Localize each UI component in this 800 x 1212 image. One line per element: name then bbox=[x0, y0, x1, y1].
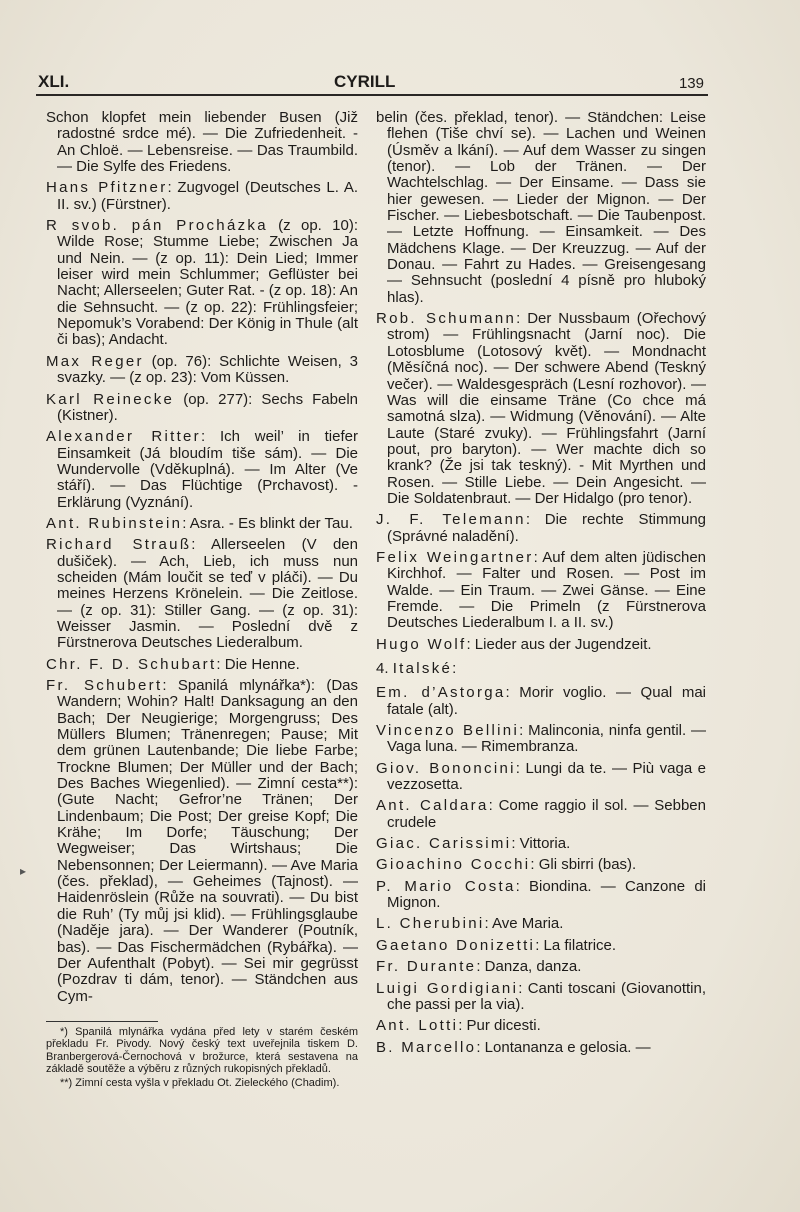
margin-mark-icon: ▸ bbox=[20, 864, 27, 878]
section-heading: 4. Italské: bbox=[376, 660, 459, 677]
footnote-divider bbox=[46, 1021, 158, 1022]
list-item: J. F. Telemann: Die rechte Stimmung (Správné naladění). bbox=[376, 511, 706, 545]
list-item: Hugo Wolf: Lieder aus der Jugendzeit. bbox=[376, 635, 652, 653]
list-item: Giac. Carissimi: Vittoria. bbox=[376, 835, 571, 853]
list-item: Vincenzo Bellini: Malinconia, ninfa gentil. — Vaga luna. — Rimembranza. bbox=[376, 722, 706, 756]
list-item: Ant. Rubinstein: Asra. - Es blinkt der Tau. bbox=[46, 514, 353, 532]
list-item: R svob. pán Procházka (z op. 10): Wilde Rose; Stumme Liebe; Zwischen Ja und Nein. — (z op. 11): Dein Lied; Immer leiser wird mein Schlummer; Geflüster bei Nacht; Allerseelen; Guter Rat. - (z op. 18): An die Sehnsucht. — (z op. 22): Frühlingsfeier; Nepomuk’s Vorabend: Der König in Thule (alt či bas); Andacht. bbox=[46, 217, 358, 349]
list-item: Felix Weingartner: Auf dem alten jüdischen Kirchhof. — Falter und Rosen. — Post im Walde. — Ein Traum. — Zwei Gänse. — Eine Fremde. — Die Primeln (z Fürstnerova Deutsches Liederalbum I. a II. sv.) bbox=[376, 548, 706, 632]
footnotes bbox=[46, 1026, 358, 1090]
list-item: L. Cherubini: Ave Maria. bbox=[376, 915, 564, 933]
list-item: P. Mario Costa: Biondina. — Canzone di Mignon. bbox=[376, 877, 706, 912]
list-item: Karl Reinecke (op. 277): Sechs Fabeln (Kistner). bbox=[46, 390, 358, 424]
list-item: belin (čes. překlad, tenor). — Ständchen: Leise flehen (Tiše chví se). — Lachen und Weinen (Úsměv a lkání). — Auf dem Wasser zu singen (tenor). — Lob der Tränen. — Der Wachtelschlag. — Der Einsame. — Dass sie hier gewesen. — Lieder der Mignon. — Der Fischer. — Liebesbotschaft. — Die Taubenpost. — Letzte Hoffnung. — Einsamkeit. — Des Mädchens Klage. — Der Kreuzzug. — Auf der Donau. — Fahrt zu Hades. — Greisengesang — Sehnsucht (poslední 4 písně pro hluboký hlas). bbox=[376, 109, 706, 306]
list-item: Alexander Ritter: Ich weil’ in tiefer Einsamkeit (Já bloudím tiše sám). — Die Wundervolle (Vděkuplná). — Im Alter (Ve stáří). — Das Flüchtige (Prchavost). - Erklärung (Vyznání). bbox=[46, 428, 358, 511]
list-item: Rob. Schumann: Der Nussbaum (Ořechový strom) — Frühlingsnacht (Jarní noc). Die Lotosblume (Lotosový květ). — Mondnacht (Měsíčná noc). — Der schwere Abend (Teskný večer). — Waldesgespräch (Lesní rozhovor). — Was will die einsame Träne (Co chce má samotná slza). — Widmung (Věnování). — Alte Laute (Staré zvuky). — Frühlingsfahrt (Jarní pout, pro baryton). — Wer machte dich so krank? (Že jsi tak teskný). - Mit Myrthen und Rosen. — Stille Liebe. — Dein Angesicht. — Die Soldatenbraut. — Der Hidalgo (pro tenor). bbox=[376, 310, 706, 507]
list-item: Ant. Caldara: Come raggio il sol. — Sebben crudele bbox=[376, 797, 706, 831]
page-number: 139 bbox=[678, 75, 704, 92]
right-column bbox=[376, 110, 706, 1061]
footnote: *) Spanilá mlynářka vydána před lety v starém českém překladu Fr. Pivody. Nový český text uveřejnila tiskem D. Branbergerová-Černochová v brožurce, která sestavena na základě soutěže a výběru z různých rukopisných překladů. bbox=[46, 1026, 358, 1076]
footnote: **) Zimní cesta vyšla v překladu Ot. Zieleckého (Chadim). bbox=[60, 1076, 340, 1089]
running-title: CYRILL bbox=[334, 72, 396, 91]
list-item: Giov. Bononcini: Lungi da te. — Più vaga e vezzosetta. bbox=[376, 759, 707, 794]
list-item: Ant. Lotti: Pur dicesti. bbox=[376, 1017, 541, 1035]
list-item: Gioachino Cocchi: Gli sbirri (bas). bbox=[376, 856, 637, 874]
left-column bbox=[46, 110, 358, 1010]
list-item: Schon klopfet mein liebender Busen (Již radostné srdce mé). — Die Zufriedenheit. - An Chloë. — Lebensreise. — Das Traumbild. — Die Sylfe des Friedens. bbox=[46, 109, 358, 176]
list-item: Chr. F. D. Schubart: Die Henne. bbox=[46, 655, 300, 673]
list-item: Richard Strauß: Allerseelen (V den dušiček). — Ach, Lieb, ich muss nun scheiden (Mám loučit se teď v pláči). — Du meines Herzens Krönelein. — Die Zeitlose. — (z op. 31): Stiller Gang. — (z op. 31): Weisser Jasmin. — Poslední dvě z Fürstnerova Deutsches Liederalbum. bbox=[46, 536, 358, 652]
list-item: B. Marcello: Lontananza e gelosia. — bbox=[376, 1038, 651, 1056]
list-item: Fr. Schubert: Spanilá mlynářka*): (Das Wandern; Wohin? Halt! Danksagung an den Bach; Der Neugierige; Morgengruss; Des Müllers Blumen; Tränenregen; Pause; Mit dem grünen Lautenbande; Die liebe Farbe; Trockne Blumen; Der Müller und der Bach; Des Baches Wiegenlied). — Zimní cesta**): (Gute Nacht; Gefror’ne Tränen; Der Lindenbaum; Die Post; Der greise Kopf; Die Krähe; Im Dorfe; Täuschung; Der Wegweiser; Das Wirtshaus; Die Nebensonnen; Der Leiermann). — Ave Maria (čes. překlad), — Geheimes (Tajnost). — Haidenröslein (Růže na souvrati). — Du bist die Ruh’ (Ty můj jsi klid). — Frühlingsglaube (Naděje jara). — Der Wanderer (Poutník, bas). — Das Fischermädchen (Rybářka). — Der Aufenthalt (Pobyt). — Sei mir gegrüsst (Pozdrav ti dám, tenor). — Ständchen aus Cym- bbox=[46, 677, 358, 1005]
list-item: Em. d’Astorga: Morir voglio. — Qual mai fatale (alt). bbox=[376, 684, 706, 718]
list-item: Max Reger (op. 76): Schlichte Weisen, 3 svazky. — (z op. 23): Vom Küssen. bbox=[46, 352, 359, 387]
list-item: Luigi Gordigiani: Canti toscani (Giovanottin, che passi per la via). bbox=[376, 979, 707, 1013]
running-header bbox=[36, 68, 708, 96]
list-item: Hans Pfitzner: Zugvogel (Deutsches L. A. II. sv.) (Fürstner). bbox=[46, 179, 359, 213]
chapter-number: XLI. bbox=[38, 72, 70, 91]
list-item: Gaetano Donizetti: La filatrice. bbox=[376, 936, 617, 954]
list-item: Fr. Durante: Danza, danza. bbox=[376, 958, 582, 976]
